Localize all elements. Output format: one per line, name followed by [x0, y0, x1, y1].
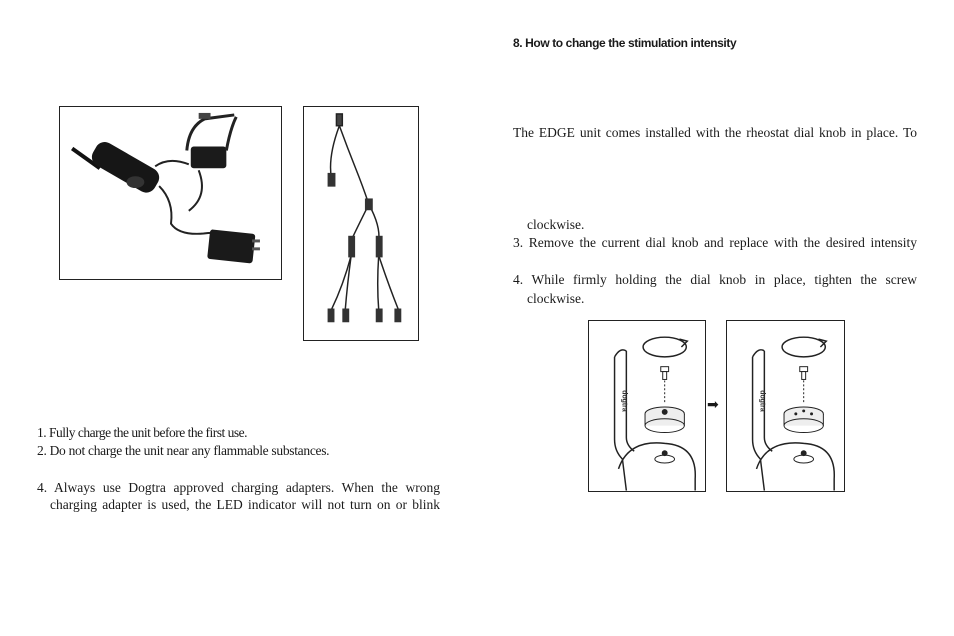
list-item-2: 2. Do not charge the unit near any flammable substances. — [37, 443, 330, 458]
screw-icon — [661, 367, 669, 380]
antenna-brand-label: dogtra — [758, 390, 766, 412]
screw-icon — [800, 367, 808, 380]
list-item-4-line2: charging adapter is used, the LED indicator will not turn on or blink — [50, 497, 440, 512]
rotate-arrow-icon — [643, 337, 687, 357]
list-item-1: 1. Fully charge the unit before the first use. — [37, 425, 247, 440]
step-fragment: clockwise. — [527, 217, 585, 232]
collar-receiver — [187, 113, 236, 168]
right-arrow-icon: ➡ — [707, 397, 719, 413]
section-heading: 8. How to change the stimulation intensity — [513, 36, 737, 50]
intro-text: The EDGE unit comes installed with the rheostat dial knob in place. To — [513, 125, 917, 140]
splitter-cable-illustration — [304, 107, 418, 340]
charging-adapter — [207, 229, 260, 263]
list-item-4-line1: 4. Always use Dogtra approved charging adapters. When the wrong — [37, 480, 440, 495]
charger-kit-figure — [59, 106, 282, 280]
dial-knob — [784, 407, 823, 433]
antenna-brand-label: dogtra — [620, 390, 628, 412]
dial-knob-after-illustration — [727, 321, 844, 491]
dial-knob-after-figure — [726, 320, 845, 492]
rotate-arrow-icon — [782, 337, 826, 357]
dial-knob-before-illustration — [589, 321, 705, 491]
dial-knob — [645, 407, 684, 433]
transmitter-device — [72, 138, 163, 196]
step-4-line2: clockwise. — [527, 291, 585, 306]
step-3: 3. Remove the current dial knob and replace with the desired intensity — [513, 235, 917, 250]
charger-kit-illustration — [60, 107, 281, 279]
splitter-cable-figure — [303, 106, 419, 341]
dial-knob-before-figure — [588, 320, 706, 492]
step-4-line1: 4. While firmly holding the dial knob in place, tighten the screw — [513, 272, 917, 287]
